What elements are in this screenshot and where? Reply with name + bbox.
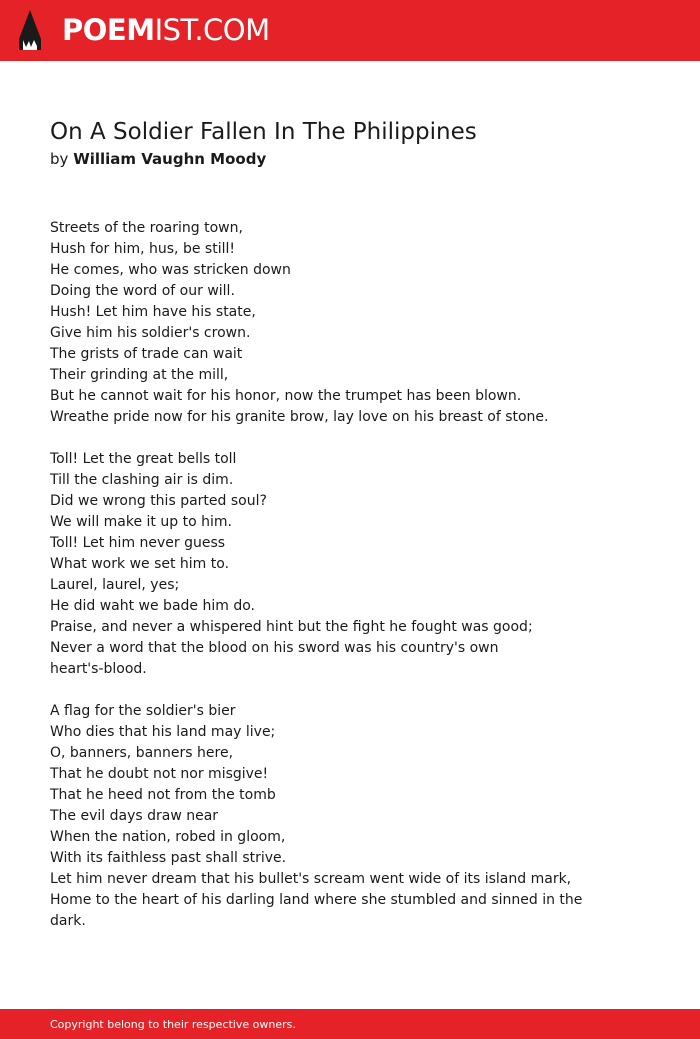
poem-line: Never a word that the blood on his sword was his country's own xyxy=(50,640,499,656)
poem-line: He did waht we bade him do. xyxy=(50,598,255,614)
poem-line: Toll! Let the great bells toll xyxy=(50,451,237,467)
poem-line: Hush! Let him have his state, xyxy=(50,304,256,320)
copyright-text: Copyright belong to their respective owners. xyxy=(50,1018,296,1031)
poem-line: That he heed not from the tomb xyxy=(50,787,276,803)
poem-line: Toll! Let him never guess xyxy=(50,535,226,551)
poem-line: When the nation, robed in gloom, xyxy=(50,829,286,845)
poem-author: William Vaughn Moody xyxy=(73,150,267,168)
site-footer xyxy=(0,1009,700,1039)
poem-line: Till the clashing air is dim. xyxy=(50,472,234,488)
poem-line: dark. xyxy=(50,913,86,929)
poem-line: With its faithless past shall strive. xyxy=(50,850,287,866)
poem-line: Who dies that his land may live; xyxy=(50,724,276,740)
site-header xyxy=(0,0,700,61)
poem-line: A flag for the soldier's bier xyxy=(50,703,236,719)
poem-line: Hush for him, hus, be still! xyxy=(50,241,235,257)
poem-line: Home to the heart of his darling land where she stumbled and sinned in the xyxy=(50,892,583,908)
logo-text-light: IST.COM xyxy=(154,13,270,47)
logo-text-bold: POEM xyxy=(62,13,155,47)
poem-line: Doing the word of our will. xyxy=(50,283,235,299)
poem-byline xyxy=(50,148,266,170)
poem-line: Give him his soldier's crown. xyxy=(50,325,251,341)
poem-line: What work we set him to. xyxy=(50,556,230,572)
poem-line: Laurel, laurel, yes; xyxy=(50,577,180,593)
poem-line: heart's-blood. xyxy=(50,661,147,677)
site-logo[interactable] xyxy=(62,11,270,49)
by-label: by xyxy=(50,150,69,168)
poem-line: Wreathe pride now for his granite brow, lay love on his breast of stone. xyxy=(50,409,549,425)
poem-stanza xyxy=(50,449,660,680)
poem-line: The evil days draw near xyxy=(50,808,219,824)
poem-line: The grists of trade can wait xyxy=(50,346,243,362)
poem-line: Praise, and never a whispered hint but the fight he fought was good; xyxy=(50,619,533,635)
poem-line: He comes, who was stricken down xyxy=(50,262,291,278)
poem-line: But he cannot wait for his honor, now the trumpet has been blown. xyxy=(50,388,522,404)
poem-line: Let him never dream that his bullet's scream went wide of its island mark, xyxy=(50,871,572,887)
poem-stanza xyxy=(50,218,660,428)
poem-body xyxy=(50,218,660,953)
poem-stanza xyxy=(50,701,660,932)
poem-line: That he doubt not nor misgive! xyxy=(50,766,269,782)
poem-line: Streets of the roaring town, xyxy=(50,220,243,236)
poem-title: On A Soldier Fallen In The Philippines xyxy=(50,119,477,145)
poem-line: O, banners, banners here, xyxy=(50,745,234,761)
poem-line: Did we wrong this parted soul? xyxy=(50,493,267,509)
poem-line: We will make it up to him. xyxy=(50,514,232,530)
pen-nib-icon[interactable] xyxy=(17,9,43,51)
poem-line: Their grinding at the mill, xyxy=(50,367,229,383)
